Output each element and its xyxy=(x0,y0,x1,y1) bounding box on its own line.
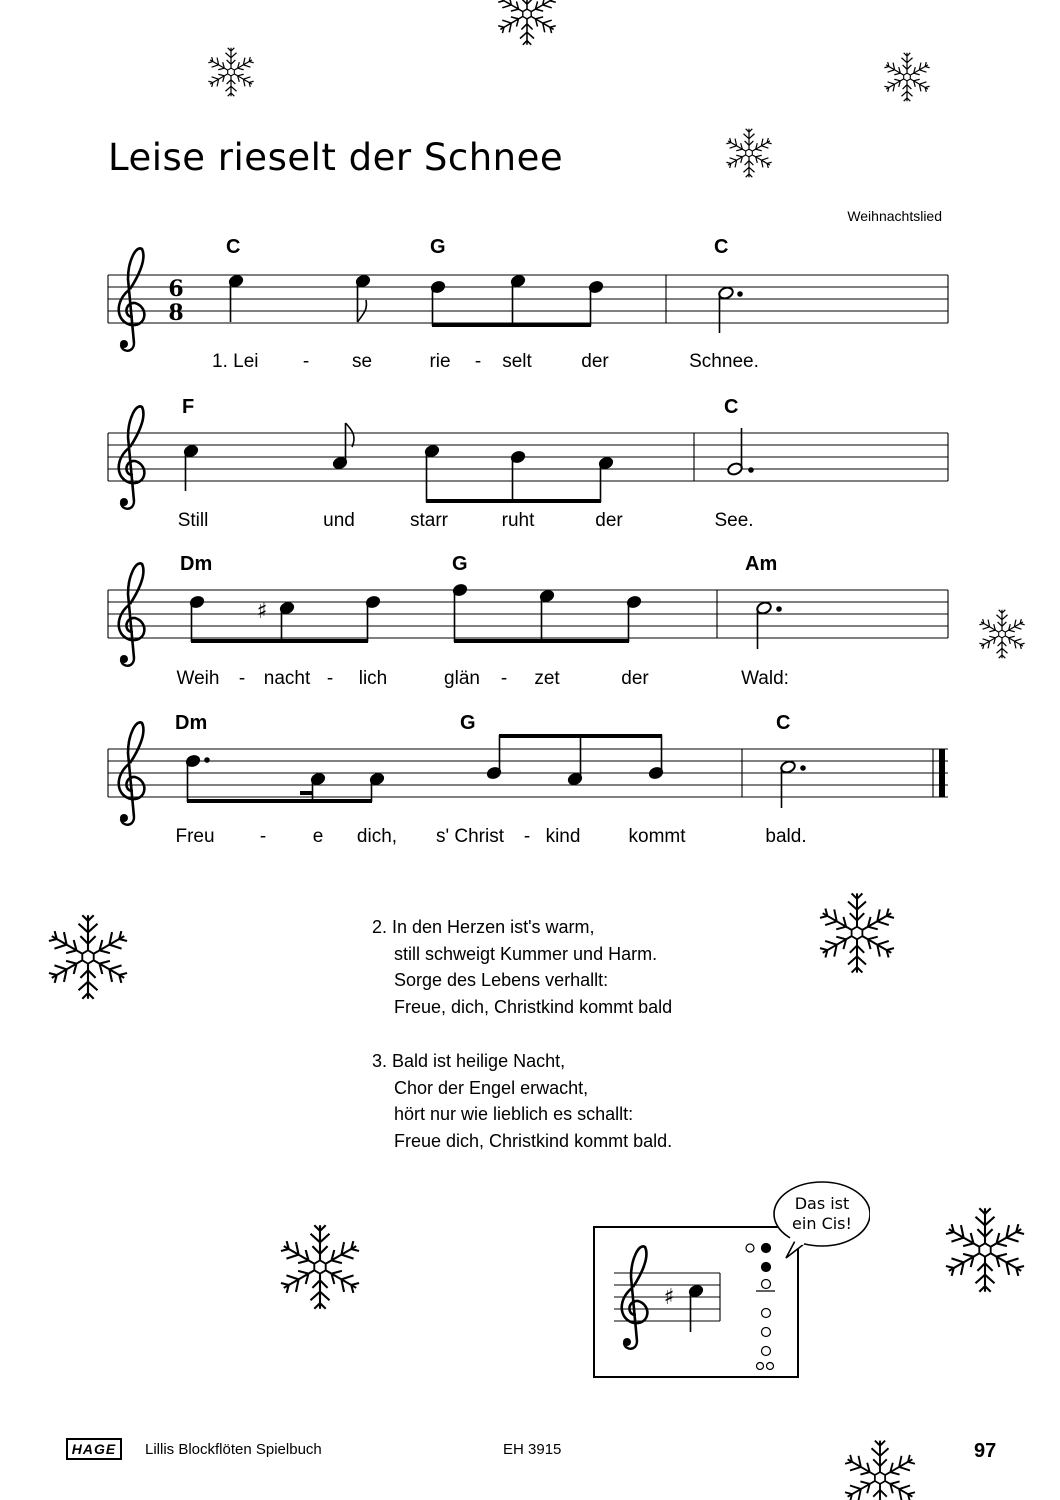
lyric-syllable: Still xyxy=(177,510,209,531)
snowflake-icon xyxy=(47,915,129,999)
snowflake-icon xyxy=(725,129,772,177)
verse-line: still schweigt Kummer und Harm. xyxy=(394,943,658,964)
lyric-syllable: der xyxy=(621,668,649,689)
lyric-syllable: starr xyxy=(410,510,448,531)
page-number: 97 xyxy=(974,1440,997,1462)
lyric-syllable: kommt xyxy=(628,826,686,847)
lyric-syllable: - xyxy=(259,826,267,847)
lyric-syllable: - xyxy=(238,668,246,689)
lyric-syllable: der xyxy=(595,510,623,531)
chord-symbol: C xyxy=(226,236,241,258)
verse-line: Freue, dich, Christkind kommt bald xyxy=(394,996,673,1017)
sharp-sign: ♯ xyxy=(256,599,268,624)
chord-symbol: Dm xyxy=(175,712,208,734)
chord-symbol: Am xyxy=(745,553,778,575)
lyric-syllable: rie xyxy=(429,351,451,372)
lyric-syllable: 1. Lei xyxy=(212,351,259,372)
book-title: Lillis Blockflöten Spielbuch xyxy=(145,1441,322,1458)
lyric-syllable: - xyxy=(523,826,531,847)
song-subtitle: Weihnachtslied xyxy=(847,208,942,224)
chord-symbol: G xyxy=(430,236,446,258)
lyric-syllable: Wald: xyxy=(741,668,789,689)
sharp-sign: ♯ xyxy=(663,1285,675,1310)
chord-symbol: C xyxy=(776,712,791,734)
lyric-syllable: und xyxy=(323,510,355,531)
lyric-syllable: bald. xyxy=(765,826,807,847)
lyric-syllable: dich, xyxy=(356,826,398,847)
lyric-syllable: der xyxy=(581,351,609,372)
time-signature-bottom: 8 xyxy=(168,300,184,326)
lyric-syllable: selt xyxy=(502,351,532,372)
chord-symbol: C xyxy=(714,236,729,258)
snowflake-icon xyxy=(883,53,930,101)
chord-symbol: G xyxy=(460,712,476,734)
verse-line: Chor der Engel erwacht, xyxy=(394,1077,589,1098)
catalog-number: EH 3915 xyxy=(503,1441,562,1458)
snowflake-icon xyxy=(944,1208,1026,1292)
chord-symbol: G xyxy=(452,553,468,575)
lyric-syllable: Weih xyxy=(176,668,220,689)
lyric-syllable: kind xyxy=(545,826,581,847)
lyric-syllable: lich xyxy=(358,668,388,689)
lyric-syllable: e xyxy=(312,826,324,847)
speech-bubble-line: ein Cis! xyxy=(792,1214,852,1233)
publisher-logo: HAGE xyxy=(66,1438,122,1460)
snowflake-icon xyxy=(497,0,557,45)
snowflake-icon xyxy=(207,48,254,96)
lyric-syllable: Freu xyxy=(175,826,215,847)
snowflake-icon xyxy=(818,893,896,972)
page-title: Leise rieselt der Schnee xyxy=(108,136,564,179)
verse-line: 2. In den Herzen ist's warm, xyxy=(372,917,595,937)
verse-line: 3. Bald ist heilige Nacht, xyxy=(372,1051,566,1071)
chord-symbol: F xyxy=(182,396,195,418)
lyric-syllable: Schnee. xyxy=(689,351,759,372)
lyric-syllable: - xyxy=(500,668,508,689)
lyric-syllable: - xyxy=(302,351,310,372)
snowflake-icon xyxy=(978,610,1025,658)
lyric-syllable: nacht xyxy=(263,668,311,689)
verse-line: Freue dich, Christkind kommt bald. xyxy=(394,1130,673,1151)
snowflake-icon xyxy=(843,1441,916,1500)
time-signature-top: 6 xyxy=(168,276,184,302)
lyric-syllable: se xyxy=(351,351,373,372)
lyric-syllable: See. xyxy=(714,510,754,531)
lyric-syllable: glän xyxy=(444,668,480,689)
lyric-syllable: - xyxy=(326,668,334,689)
chord-symbol: Dm xyxy=(180,553,213,575)
verse-line: Sorge des Lebens verhallt: xyxy=(394,970,609,990)
speech-bubble-line: Das ist xyxy=(794,1194,850,1213)
lyric-syllable: - xyxy=(474,351,482,372)
chord-symbol: C xyxy=(724,396,739,418)
lyric-syllable: zet xyxy=(534,668,560,689)
lyric-syllable: s' Christ xyxy=(435,826,505,847)
verse-line: hört nur wie lieblich es schallt: xyxy=(394,1104,634,1124)
snowflake-icon xyxy=(279,1225,361,1309)
lyric-syllable: ruht xyxy=(501,510,535,531)
